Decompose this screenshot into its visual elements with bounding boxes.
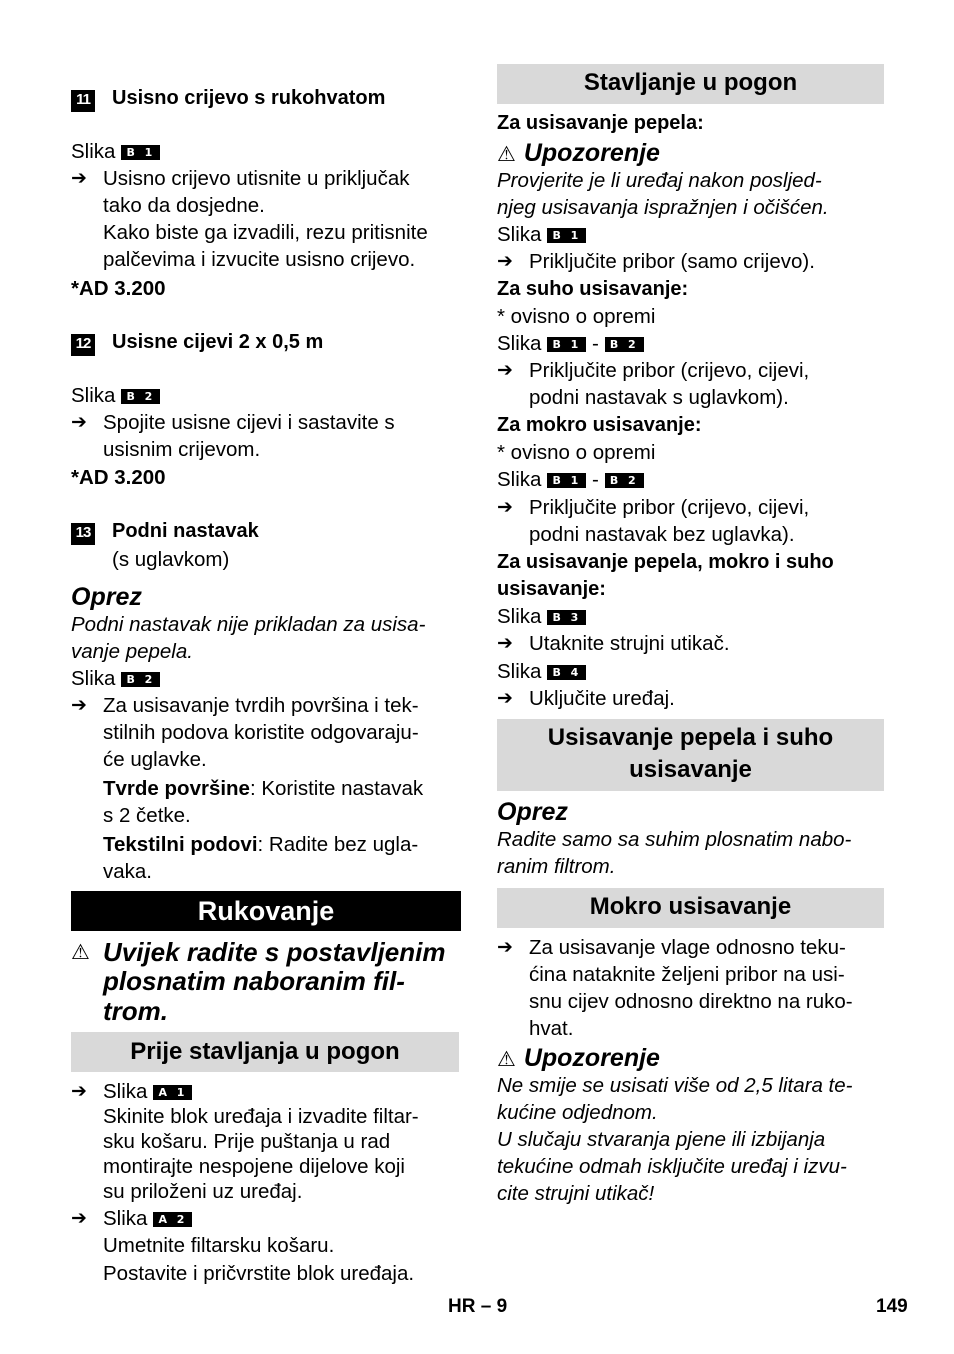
- figure-ref: Slika B 1 - B 2: [497, 330, 644, 357]
- figure-ref: Slika B 2: [71, 665, 160, 692]
- arrow-right-icon: ➔: [497, 688, 513, 709]
- section-heading-pepela-suho: Usisavanje pepela i suho usisavanje: [497, 719, 884, 791]
- item-number-13: 13: [71, 523, 95, 545]
- figure-badge: B 1: [547, 473, 586, 488]
- arrow-right-icon: ➔: [497, 497, 513, 518]
- figure-ref: Slika B 3: [497, 603, 586, 630]
- figure-ref: Slika B 2: [71, 382, 160, 409]
- item-title-13: Podni nastavak: [112, 520, 259, 542]
- arrow-right-icon: ➔: [497, 937, 513, 958]
- figure-badge: B 2: [605, 473, 644, 488]
- item-subtitle-13: (s uglavkom): [112, 548, 230, 571]
- warning-triangle-icon: ⚠: [71, 941, 90, 964]
- figure-ref: Slika B 1: [497, 221, 586, 248]
- section-heading-stavljanje: Stavljanje u pogon: [497, 64, 884, 104]
- page-number: 149: [876, 1296, 908, 1317]
- figure-badge: B 2: [121, 672, 160, 687]
- section-heading-prije: Prije stavljanja u pogon: [71, 1032, 459, 1072]
- figure-badge: A 1: [153, 1085, 192, 1100]
- figure-ref: Slika A 1: [103, 1078, 192, 1105]
- figure-badge: B 1: [121, 145, 160, 160]
- warning-triangle-icon: ⚠: [497, 143, 516, 166]
- warning-heading: ⚠ Upozorenje: [497, 1044, 660, 1072]
- figure-ref: Slika A 2: [103, 1205, 192, 1232]
- arrow-right-icon: ➔: [71, 1081, 87, 1102]
- item-title-12: Usisne cijevi 2 x 0,5 m: [112, 331, 324, 353]
- arrow-right-icon: ➔: [497, 360, 513, 381]
- model-note: *AD 3.200: [71, 277, 166, 300]
- arrow-right-icon: ➔: [71, 168, 87, 189]
- section-heading-mokro: Mokro usisavanje: [497, 888, 884, 928]
- figure-badge: A 2: [153, 1212, 192, 1227]
- figure-badge: B 4: [547, 665, 586, 680]
- item-title-11: Usisno crijevo s rukohvatom: [112, 87, 386, 109]
- arrow-right-icon: ➔: [71, 695, 87, 716]
- caution-heading: Oprez: [71, 583, 142, 611]
- arrow-right-icon: ➔: [71, 1208, 87, 1229]
- caution-heading: Oprez: [497, 798, 568, 826]
- arrow-right-icon: ➔: [497, 633, 513, 654]
- figure-badge: B 1: [547, 228, 586, 243]
- figure-badge: B 1: [547, 337, 586, 352]
- figure-badge: B 2: [121, 389, 160, 404]
- figure-badge: B 2: [605, 337, 644, 352]
- item-number-12: 12: [71, 334, 95, 356]
- arrow-right-icon: ➔: [497, 251, 513, 272]
- page-footer-local: HR – 9: [448, 1296, 508, 1317]
- warning-triangle-icon: ⚠: [497, 1048, 516, 1071]
- figure-badge: B 3: [547, 610, 586, 625]
- figure-ref: Slika B 1 - B 2: [497, 466, 644, 493]
- figure-ref: Slika B 1: [71, 138, 160, 165]
- section-heading-rukovanje: Rukovanje: [71, 891, 461, 931]
- warning-heading: ⚠ Upozorenje: [497, 139, 660, 167]
- model-note: *AD 3.200: [71, 466, 166, 489]
- figure-ref: Slika B 4: [497, 658, 586, 685]
- item-number-11: 11: [71, 90, 95, 112]
- arrow-right-icon: ➔: [71, 412, 87, 433]
